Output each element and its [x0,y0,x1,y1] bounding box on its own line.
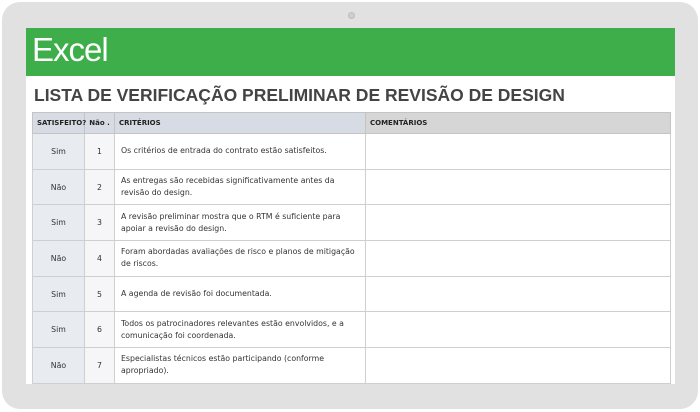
criteria-cell[interactable]: A revisão preliminar mostra que o RTM é suficiente para apoiar a revisão do design. [115,205,366,241]
number-cell[interactable]: 3 [85,205,115,241]
camera-icon [348,12,355,19]
number-cell[interactable]: 4 [85,241,115,277]
number-cell[interactable]: 7 [85,348,115,384]
header-comments: COMENTÁRIOS [366,113,671,134]
comment-cell[interactable] [366,241,671,277]
criteria-cell[interactable]: As entregas são recebidas significativamente antes da revisão do design. [115,169,366,205]
comment-cell[interactable] [366,383,671,384]
criteria-cell[interactable] [115,383,366,384]
header-criteria: CRITÉRIOS [115,113,366,134]
satisfied-cell[interactable]: Sim [33,276,85,312]
number-cell[interactable]: 5 [85,276,115,312]
comment-cell[interactable] [366,169,671,205]
table-row [33,134,671,170]
number-cell[interactable]: 6 [85,312,115,348]
comment-cell[interactable] [366,134,671,170]
satisfied-cell[interactable]: Sim [33,134,85,170]
criteria-cell[interactable]: Todos os patrocinadores relevantes estão envolvidos, e a comunicação foi coordenada. [115,312,366,348]
number-cell[interactable]: 1 [85,134,115,170]
criteria-cell[interactable]: A agenda de revisão foi documentada. [115,276,366,312]
satisfied-cell[interactable]: Não [33,348,85,384]
satisfied-cell[interactable]: Sim [33,205,85,241]
screen [26,28,675,384]
criteria-cell[interactable]: Foram abordadas avaliações de risco e planos de mitigação de riscos. [115,241,366,277]
criteria-cell[interactable]: Especialistas técnicos estão participando (conforme apropriado). [115,348,366,384]
checklist-table [32,112,671,384]
header-satisfied: SATISFEITO? [33,113,85,134]
table-row [33,241,671,277]
table-header-row [33,113,671,134]
comment-cell[interactable] [366,348,671,384]
criteria-cell[interactable]: Os critérios de entrada do contrato estão satisfeitos. [115,134,366,170]
app-banner: Excel [26,28,675,76]
header-number: Não . [85,113,115,134]
table-row [33,276,671,312]
table-row [33,348,671,384]
sheet-title: LISTA DE VERIFICAÇÃO PRELIMINAR DE REVISÃO DE DESIGN [34,85,565,105]
table-row [33,205,671,241]
comment-cell[interactable] [366,312,671,348]
table-row [33,383,671,384]
satisfied-cell[interactable]: Não [33,241,85,277]
number-cell[interactable]: 2 [85,169,115,205]
satisfied-cell[interactable]: Sim [33,312,85,348]
comment-cell[interactable] [366,276,671,312]
comment-cell[interactable] [366,205,671,241]
table-row [33,312,671,348]
table-row [33,169,671,205]
satisfied-cell[interactable] [33,383,85,384]
satisfied-cell[interactable]: Não [33,169,85,205]
number-cell[interactable] [85,383,115,384]
